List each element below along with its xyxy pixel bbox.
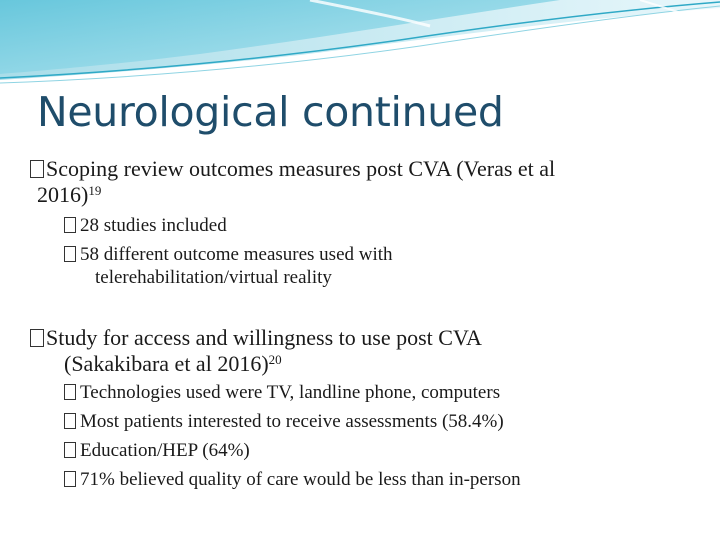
bullet-text-cont: (Sakakibara et al 2016) [64,351,269,376]
sub-bullet-education [64,439,684,463]
sub-bullet-text: 58 different outcome measures used with [80,244,393,265]
bullet-scoping-review-cont [37,182,697,208]
sub-bullet-text: Technologies used were TV, landline phone, computers [80,382,501,403]
missing-glyph-icon [64,384,76,400]
sub-bullet-interested [64,410,684,434]
wave-header-decoration [0,0,720,90]
missing-glyph-icon [64,217,76,233]
sub-bullet-text: Education/HEP (64%) [80,440,250,461]
bullet-access-study-cont [64,351,720,377]
missing-glyph-icon [30,329,44,347]
citation-superscript: 20 [268,352,282,367]
missing-glyph-icon [30,160,44,178]
missing-glyph-icon [64,471,76,487]
citation-superscript: 19 [88,183,102,198]
bullet-access-study [30,325,690,351]
sub-bullet-cont: telerehabilitation/virtual reality [95,267,332,288]
slide-title: Neurological continued [37,88,504,136]
bullet-text: Scoping review outcomes measures post CVA (Veras et al [46,156,556,181]
missing-glyph-icon [64,442,76,458]
bullet-text-cont: 2016) [37,182,89,207]
bullet-text: Study for access and willingness to use post CVA [46,325,482,350]
sub-bullet-technologies [64,381,684,405]
sub-bullet-text: 28 studies included [80,215,227,236]
sub-bullet-outcome-measures [64,243,684,267]
sub-bullet-quality [64,468,684,492]
missing-glyph-icon [64,246,76,262]
sub-bullet-text: 71% believed quality of care would be less than in-person [80,469,521,490]
bullet-scoping-review [30,156,690,182]
sub-bullet-text: Most patients interested to receive assessments (58.4%) [80,411,504,432]
missing-glyph-icon [64,413,76,429]
sub-bullet-studies [64,214,684,238]
